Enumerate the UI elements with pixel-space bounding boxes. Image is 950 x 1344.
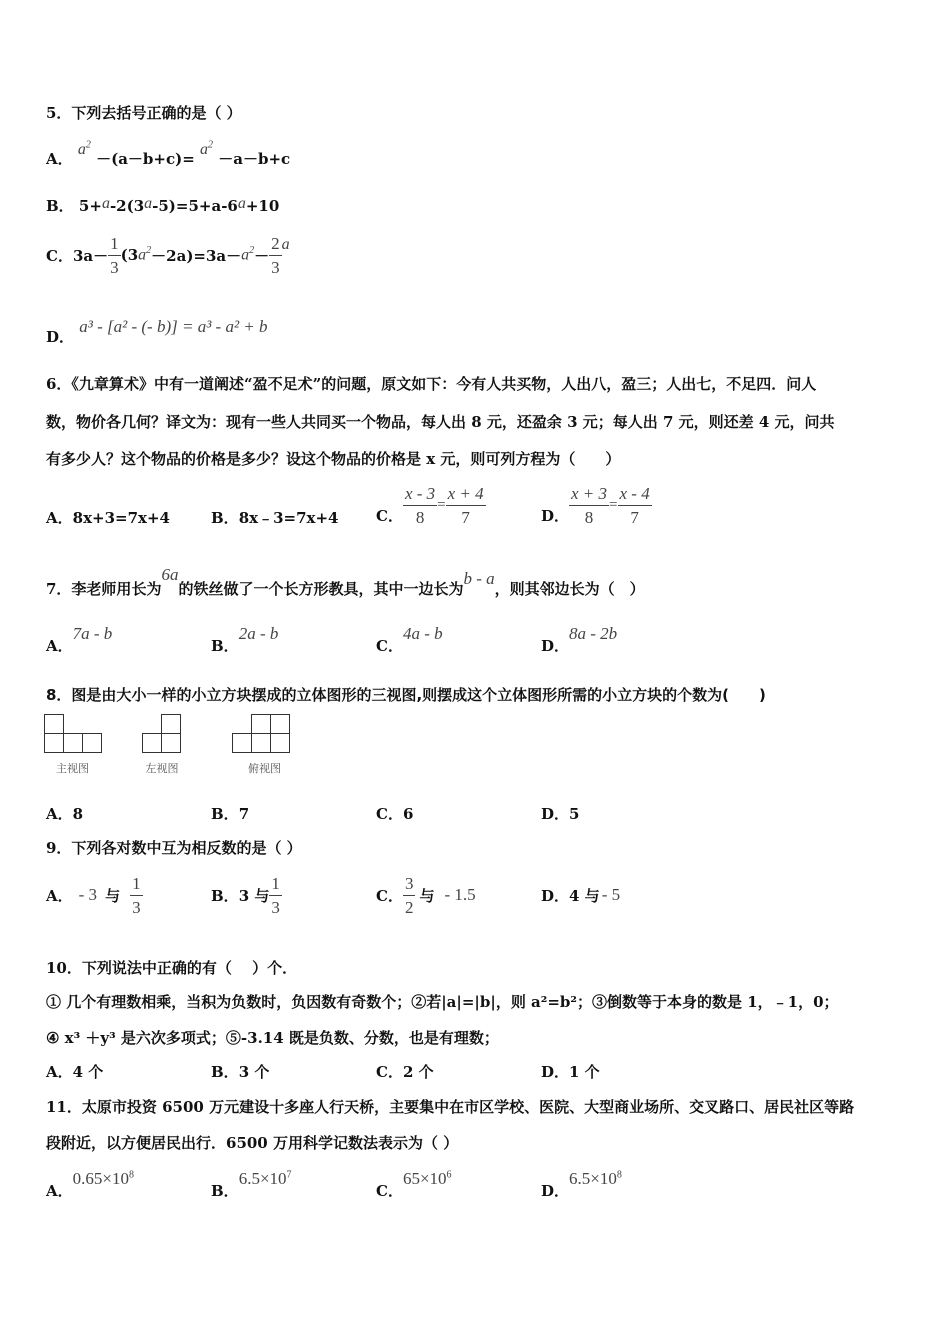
math-var: $a^2$ <box>77 139 91 158</box>
math-var: $a^2$ <box>241 245 255 264</box>
math-var: a <box>101 195 110 212</box>
option-label: A． <box>46 509 73 527</box>
math-var: a <box>237 195 246 212</box>
option-text: 与 <box>105 886 121 905</box>
option-text: -2(3 <box>109 197 145 215</box>
math-var: a <box>281 236 290 253</box>
option-label: C． <box>376 886 403 905</box>
math-expression: $65\times 10^6$ <box>402 1169 452 1188</box>
q11-option-c <box>376 1168 452 1200</box>
q5-stem: 5．下列去括号正确的是（ ） <box>46 104 242 122</box>
option-label: B． <box>211 1063 239 1081</box>
option-text: 2 个 <box>402 1063 434 1081</box>
q11-line-1: 11．太原市投资 6500 万元建设十多座人行天桥，主要集中在市区学校、医院、大型商业场所、交叉路口、居民社区等路 <box>46 1098 855 1116</box>
math-expression: $6.5\times 10^7$ <box>238 1169 292 1188</box>
cube-square <box>232 733 252 753</box>
option-label: A． <box>46 805 73 823</box>
q8-stem: 8．图是由大小一样的小立方块摆成的立体图形的三视图,则摆成这个立体图形所需的小立方块的个数为( ) <box>46 686 766 704</box>
option-label: B． <box>211 509 239 527</box>
cube-square <box>251 733 271 753</box>
option-text: -5)=5+a-6 <box>152 197 238 215</box>
option-label: A． <box>46 1182 73 1200</box>
option-label: D． <box>541 1182 570 1200</box>
cube-square <box>161 733 181 753</box>
option-label: C． <box>376 637 403 655</box>
q8-option-b <box>211 803 249 824</box>
fraction: $\frac{3}{2}$ <box>404 873 414 917</box>
option-text: 5+ <box>78 197 102 215</box>
math-number: - 1.5 <box>444 885 476 904</box>
option-text: 4 与 <box>569 886 600 905</box>
option-text: 8x﹣3=7x+4 <box>238 509 339 527</box>
q10-option-b <box>211 1061 269 1082</box>
option-label: D． <box>46 328 75 346</box>
cube-square <box>251 714 271 734</box>
fraction: $\frac{x + 4}{7}$ <box>447 483 484 527</box>
math-number: - 5 <box>601 885 621 904</box>
fraction: $\frac{1}{3}$ <box>271 873 280 917</box>
q10-stem: 10．下列说法中正确的有（ ）个． <box>46 959 298 977</box>
equals-sign: = <box>437 496 446 513</box>
math-expression: $0.65\times 10^8$ <box>72 1169 134 1188</box>
option-label: C． <box>376 805 403 823</box>
option-text: 8 <box>72 805 84 823</box>
view-label-left: 左视图 <box>145 763 179 775</box>
q11-option-d <box>541 1168 622 1200</box>
q10-option-c <box>376 1061 434 1082</box>
left-view-figure <box>142 714 192 774</box>
q9-option-d <box>541 870 620 920</box>
math-expression: 7a - b <box>72 624 113 643</box>
cube-square <box>161 714 181 734</box>
option-text: －a－b+c <box>218 150 291 168</box>
q6-line-3: 有多少人？这个物品的价格是多少？设这个物品的价格是 x 元，则可列方程为（ ） <box>46 450 621 468</box>
q6-option-b <box>211 507 338 528</box>
cube-square <box>63 733 83 753</box>
equals-sign: = <box>609 496 618 513</box>
top-view-figure <box>232 714 296 774</box>
q6-line-2: 数，物价各几何？译文为：现有一些人共同买一个物品，每人出 8 元，还盈余 3 元；每人出 7 元，则还差 4 元，问共 <box>46 413 835 431</box>
option-label: C． <box>46 246 73 265</box>
option-label: A． <box>46 150 73 168</box>
q10-statements-2: ④ x³ ＋y³ 是六次多项式；⑤-3.14 既是负数、分数，也是有理数； <box>46 1029 499 1047</box>
q7-stem <box>46 565 645 599</box>
cube-square <box>142 733 162 753</box>
q9-option-c <box>376 870 476 920</box>
option-text: 6 <box>402 805 414 823</box>
cube-square <box>44 714 64 734</box>
q7-option-c <box>376 623 443 655</box>
option-text: －(a－b+c)= <box>96 150 195 168</box>
q8-option-a <box>46 803 83 824</box>
q11-option-a <box>46 1168 134 1200</box>
option-label: D． <box>541 637 570 655</box>
q10-statements-1: ① 几个有理数相乘，当积为负数时，负因数有奇数个；②若|a|=|b|，则 a²=b²；③倒数等于本身的数是 1，﹣1，0； <box>46 993 839 1011</box>
q5-option-d <box>46 316 268 346</box>
fraction: $\frac{1}{3}$ <box>132 873 141 917</box>
q8-option-d <box>541 803 579 824</box>
fraction: $\frac{1}{3}$ <box>110 233 119 277</box>
view-label-top: 俯视图 <box>248 763 281 775</box>
option-label: A． <box>46 1063 73 1081</box>
q11-line-2: 段附近，以方便居民出行．6500 万用科学记数法表示为（ ） <box>46 1134 459 1152</box>
q5-option-a <box>46 139 291 169</box>
cube-square <box>44 733 64 753</box>
option-text: 7 <box>238 805 250 823</box>
option-label: B． <box>211 886 239 905</box>
option-text: 与 <box>419 886 435 905</box>
q8-option-c <box>376 803 413 824</box>
q7-option-b <box>211 623 279 655</box>
math-var: $a^2$ <box>200 139 214 158</box>
option-label: D． <box>541 886 570 905</box>
math-expression: 4a - b <box>402 624 443 643</box>
option-text: 3a－ <box>72 246 109 265</box>
front-view-figure <box>44 714 108 774</box>
q7-option-a <box>46 623 113 655</box>
stem-text: ，则其邻边长为（ ） <box>494 580 645 598</box>
cube-square <box>82 733 102 753</box>
option-label: B． <box>211 805 239 823</box>
option-label: D． <box>541 506 570 525</box>
q6-line-1: 6．《九章算术》中有一道阐述“盈不足术”的问题，原文如下：今有人共买物，人出八，盈三；人出七，不足四．问人 <box>46 375 817 393</box>
cube-square <box>270 714 290 734</box>
option-label: B． <box>46 197 74 215</box>
q5-option-c <box>46 230 290 280</box>
cube-square <box>270 733 290 753</box>
math-expression: $6.5\times 10^8$ <box>569 1169 622 1188</box>
option-label: C． <box>376 1063 403 1081</box>
fraction: $\frac{x + 3}{8}$ <box>571 483 608 527</box>
q7-option-d <box>541 623 618 655</box>
fraction: $\frac{x - 3}{8}$ <box>404 483 436 527</box>
option-text: 8x+3=7x+4 <box>72 509 170 527</box>
q10-option-a <box>46 1061 103 1082</box>
option-label: A． <box>46 637 73 655</box>
stem-text: 7．李老师用长为 <box>46 580 162 598</box>
q10-option-d <box>541 1061 600 1082</box>
q5-option-b <box>46 195 279 216</box>
option-label: C． <box>376 1182 403 1200</box>
option-label: C． <box>376 506 403 525</box>
math-expression: a³ - [a² - (- b)] = a³ - a² + b <box>79 317 268 336</box>
math-expression: 2a - b <box>238 624 279 643</box>
q6-option-c <box>376 481 486 529</box>
q11-option-b <box>211 1168 292 1200</box>
q6-option-d <box>541 481 652 529</box>
option-label: A． <box>46 886 73 905</box>
option-text: －2a)=3a－ <box>151 246 242 265</box>
option-label: B． <box>211 1182 239 1200</box>
math-var: b - a <box>463 569 495 588</box>
q9-stem: 9．下列各对数中互为相反数的是（ ） <box>46 839 302 857</box>
option-label: B． <box>211 637 239 655</box>
math-number: - 3 <box>78 885 98 904</box>
option-label: D． <box>541 1063 570 1081</box>
stem-text: 的铁丝做了一个长方形教具，其中一边长为 <box>178 580 464 598</box>
option-text: 4 个 <box>72 1063 104 1081</box>
math-var: 6a <box>161 565 179 584</box>
fraction: $\frac{2}{3}$ <box>271 233 280 277</box>
option-text: +10 <box>245 197 280 215</box>
option-text: 3 个 <box>238 1063 270 1081</box>
math-expression: 8a - 2b <box>569 624 618 643</box>
q9-option-b <box>211 870 282 920</box>
option-text: 3 与 <box>238 886 270 905</box>
option-label: D． <box>541 805 570 823</box>
fraction: $\frac{x - 4}{7}$ <box>619 483 650 527</box>
option-text: － <box>254 246 270 265</box>
option-text: 5 <box>569 805 580 823</box>
math-var: $a^2$ <box>138 245 152 264</box>
q9-option-a <box>46 870 143 920</box>
math-var: a <box>144 195 153 212</box>
view-label-front: 主视图 <box>56 763 89 775</box>
option-text: (3 <box>120 246 139 264</box>
option-text: 1 个 <box>569 1063 600 1081</box>
q6-option-a <box>46 507 170 528</box>
